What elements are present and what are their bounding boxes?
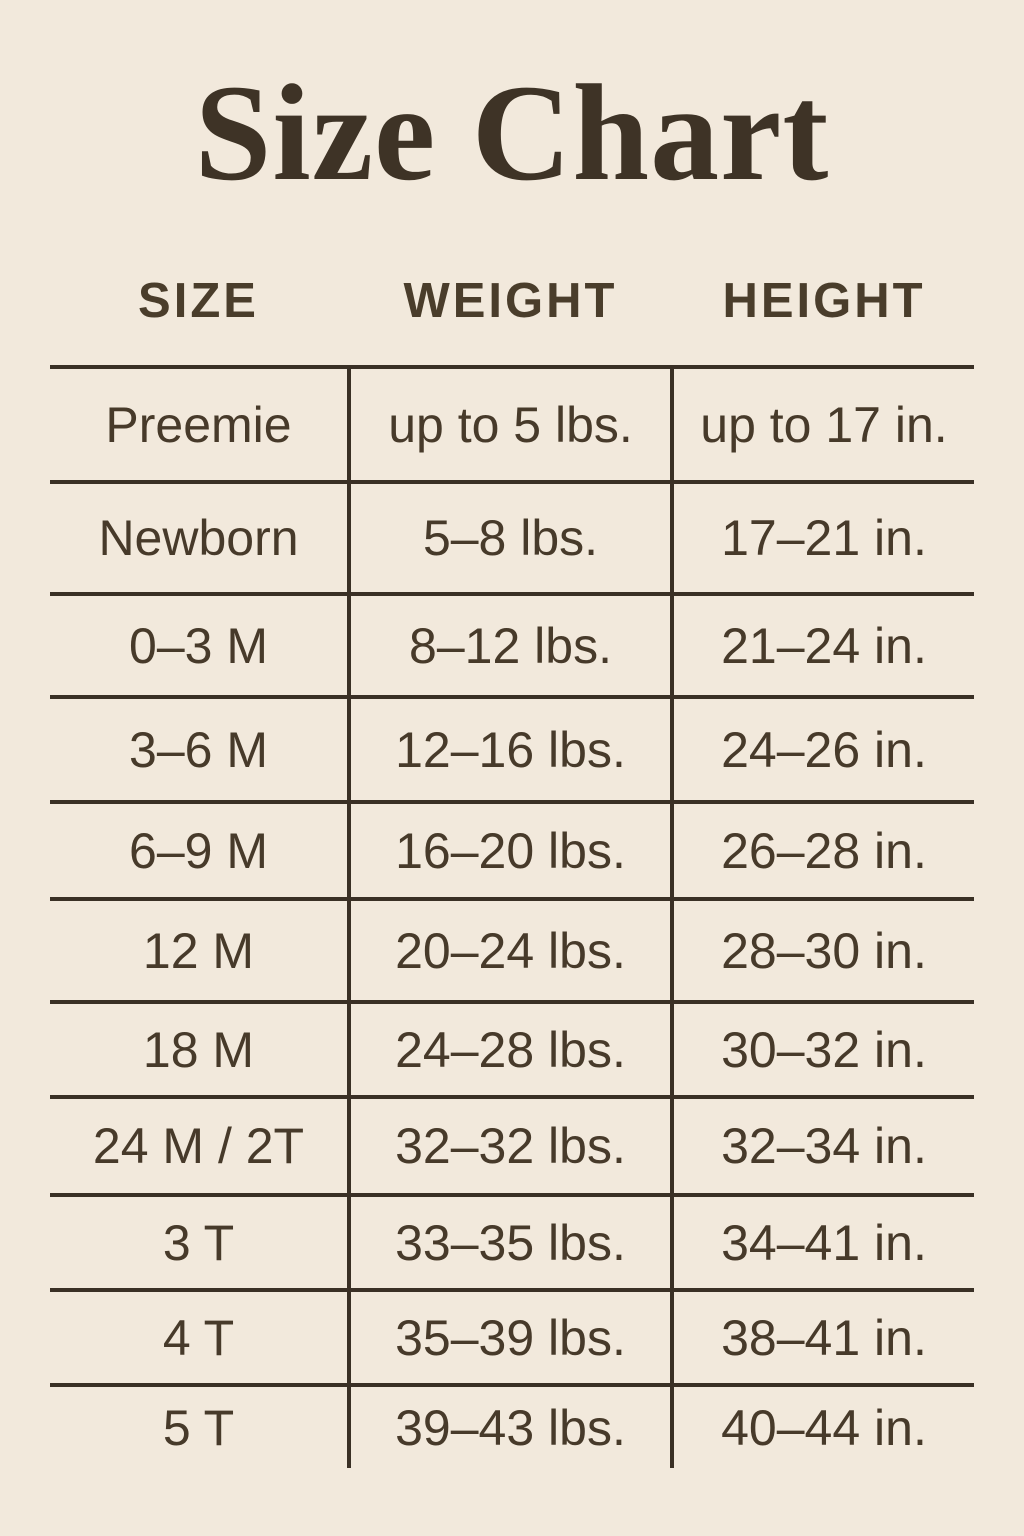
cell-size: Preemie [105, 396, 292, 453]
cell-height: 28–30 in. [721, 922, 927, 979]
page-title: Size Chart [194, 56, 830, 209]
table-row [50, 480, 974, 592]
cell-height: 17–21 in. [721, 510, 927, 566]
cell-height: 34–41 in. [721, 1214, 927, 1271]
cell-size: 0–3 M [129, 617, 268, 674]
cell-height: 30–32 in. [721, 1021, 927, 1078]
cell-size: 3–6 M [129, 721, 268, 778]
table-row [50, 897, 974, 1000]
table-row [50, 1288, 974, 1383]
cell-height: 32–34 in. [721, 1118, 927, 1174]
table-row [50, 1095, 974, 1193]
cell-weight: 5–8 lbs. [347, 484, 674, 592]
cell-weight: 16–20 lbs. [347, 804, 674, 897]
column-header-height: HEIGHT [722, 274, 926, 328]
cell-weight: 33–35 lbs. [347, 1197, 674, 1288]
cell-weight: 39–43 lbs. [347, 1387, 674, 1468]
cell-height: 21–24 in. [721, 617, 927, 674]
column-header-size: SIZE [138, 274, 259, 328]
cell-height: 38–41 in. [721, 1309, 927, 1366]
cell-weight: 32–32 lbs. [347, 1099, 674, 1193]
cell-height: up to 17 in. [700, 396, 948, 453]
cell-size: 24 M / 2T [92, 1118, 305, 1174]
table-row [50, 1383, 974, 1468]
cell-height: 24–26 in. [721, 721, 927, 778]
cell-height: 26–28 in. [721, 822, 927, 879]
table-row [50, 800, 974, 897]
cell-size: 12 M [142, 922, 255, 979]
column-header-weight: WEIGHT [403, 274, 618, 328]
cell-size: 6–9 M [129, 822, 268, 879]
table-row [50, 1193, 974, 1288]
cell-weight: 24–28 lbs. [347, 1004, 674, 1095]
cell-weight: 35–39 lbs. [347, 1292, 674, 1383]
table-header-row [50, 272, 974, 331]
cell-size: 3 T [162, 1214, 235, 1271]
size-chart-table [50, 365, 974, 1468]
table-row [50, 1000, 974, 1095]
table-row [50, 369, 974, 480]
cell-weight: up to 5 lbs. [347, 369, 674, 480]
cell-weight: 20–24 lbs. [347, 901, 674, 1000]
cell-weight: 8–12 lbs. [347, 596, 674, 695]
cell-height: 40–44 in. [721, 1399, 927, 1456]
cell-size: 4 T [162, 1309, 235, 1366]
cell-size: 18 M [142, 1021, 255, 1078]
cell-weight: 12–16 lbs. [347, 699, 674, 800]
table-row [50, 592, 974, 695]
cell-size: Newborn [98, 510, 299, 566]
table-row [50, 695, 974, 800]
cell-size: 5 T [162, 1399, 235, 1456]
